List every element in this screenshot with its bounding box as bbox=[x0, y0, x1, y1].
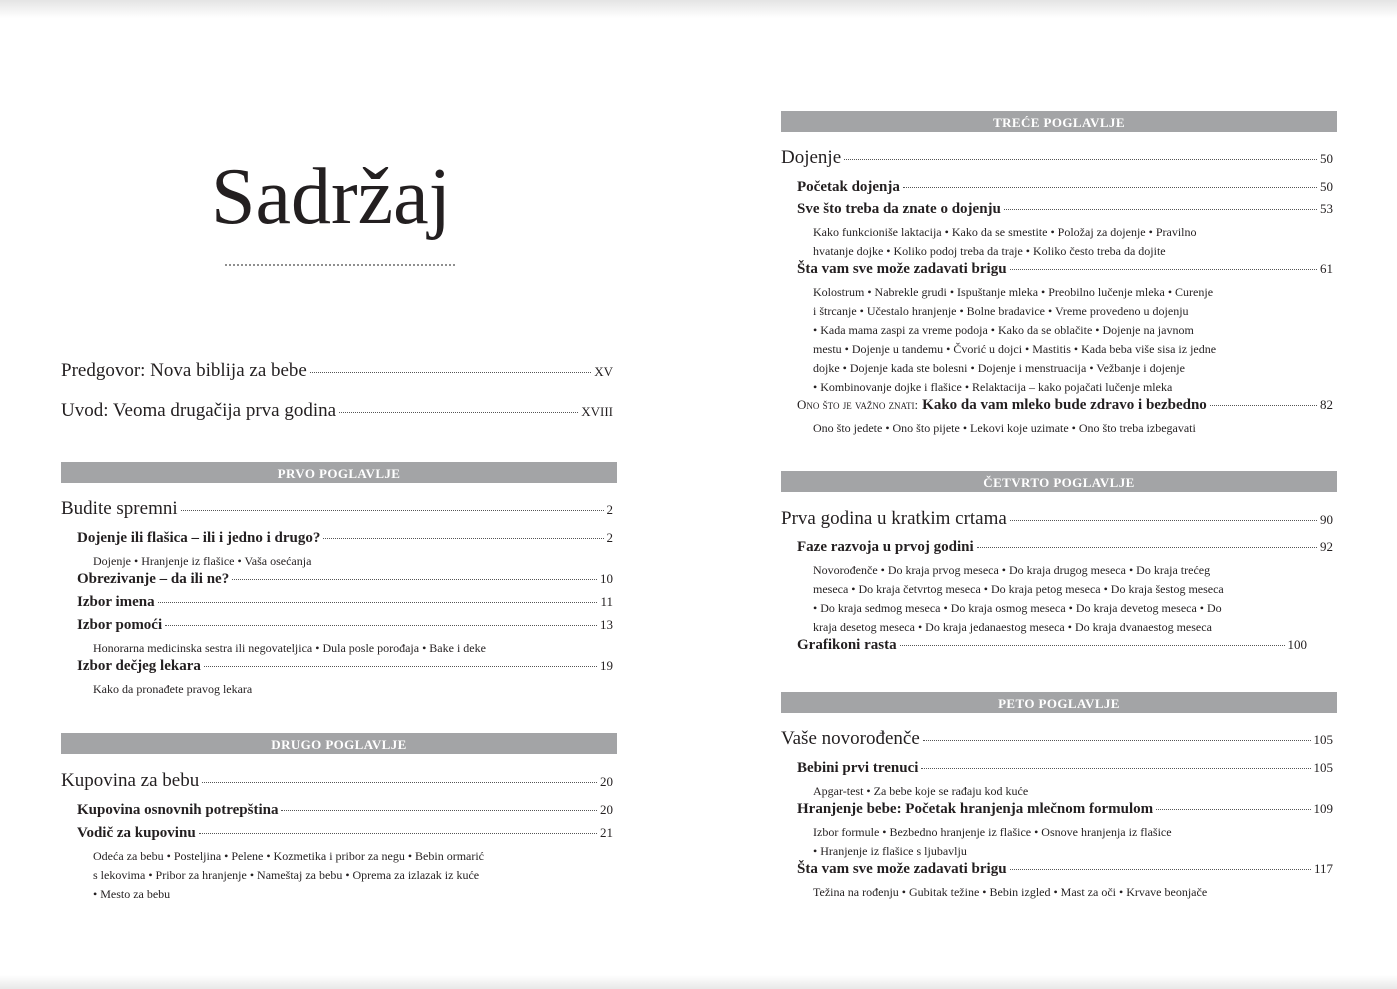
section-topics: Novorođenče • Do kraja prvog meseca • Do kraja drugog meseca • Do kraja trećeg meseca • Do kraja četvrtog meseca • Do kraja petog meseca • Do kraja šestog meseca • Do kraja sedmog meseca • Do kraja osmog meseca • Do kraja devetog meseca • Do kraja desetog meseca • Do kraja jedanaestog meseca • Do kraja dvanaestog meseca bbox=[813, 563, 1224, 634]
section-title-text: Kako da vam mleko bude zdravo i bezbedno bbox=[922, 397, 1207, 413]
toc-section[interactable] bbox=[77, 658, 613, 680]
section-title: Šta vam sve može zadavati brigu bbox=[797, 261, 1007, 277]
toc-section[interactable] bbox=[797, 760, 1333, 782]
leader-dots bbox=[1156, 809, 1310, 810]
section-topics: Kako funkcioniše laktacija • Kako da se smestite • Položaj za dojenje • Pravilno hvatanje dojke • Koliko podoj treba da traje • Koliko često treba da dojite bbox=[813, 225, 1197, 258]
section-topics: Ono što jedete • Ono što pijete • Lekovi koje uzimate • Ono što treba izbegavati bbox=[813, 421, 1196, 435]
front-matter bbox=[61, 360, 613, 440]
toc-section[interactable] bbox=[77, 594, 613, 617]
toc-section[interactable] bbox=[797, 637, 1333, 659]
toc-section[interactable] bbox=[77, 530, 613, 552]
leader-dots bbox=[844, 159, 1317, 160]
leader-dots bbox=[1010, 869, 1311, 870]
section-title: Izbor imena bbox=[77, 594, 155, 610]
section-title: Bebini prvi trenuci bbox=[797, 760, 919, 776]
toc-section[interactable] bbox=[797, 179, 1333, 201]
chapter-1 bbox=[61, 462, 617, 699]
entry-title: Dojenje bbox=[781, 147, 842, 168]
leader-dots bbox=[165, 625, 597, 626]
leader-dots bbox=[158, 602, 598, 603]
leader-dots bbox=[1010, 269, 1317, 270]
leader-dots bbox=[339, 412, 578, 413]
page-number: 19 bbox=[600, 658, 613, 673]
leader-dots bbox=[202, 782, 597, 783]
page-number: 20 bbox=[600, 774, 613, 789]
toc-entry[interactable] bbox=[61, 770, 613, 802]
page-number: 11 bbox=[600, 594, 613, 609]
toc-entry[interactable] bbox=[61, 498, 613, 530]
section-title: Izbor pomoći bbox=[77, 617, 163, 633]
section-topics: Dojenje • Hranjenje iz flašice • Vaša osećanja bbox=[93, 554, 312, 568]
chapter-header: DRUGO POGLAVLJE bbox=[61, 733, 617, 754]
section-topics: Kolostrum • Nabrekle grudi • Ispuštanje mleka • Preobilno lučenje mleka • Curenje i štrcanje • Učestalo hranjenje • Bolne bradavice • Vreme provedeno u dojenju • Kada mama zaspi za vreme podoja • Kako da se oblačite • Dojenje na javnom mestu • Dojenje u tandemu • Čvorić u dojci • Mastitis • Kada beba više sisa iz jedne dojke • Dojenje kada ste bolesni • Dojenje i menstruacija • Vežbanje i dojenje • Kombinovanje dojke i flašice • Relaktacija – kako pojačati lučenje mleka bbox=[813, 285, 1217, 394]
toc-section[interactable] bbox=[77, 617, 613, 639]
page-title: Sadržaj bbox=[211, 153, 451, 241]
leader-dots bbox=[323, 538, 603, 539]
page-shadow-bottom bbox=[0, 975, 1397, 989]
leader-dots bbox=[204, 666, 597, 667]
page-shadow-top bbox=[0, 0, 1397, 18]
leader-dots bbox=[923, 740, 1311, 741]
page-number: 10 bbox=[600, 571, 613, 586]
note-label: Ono što je važno znati: bbox=[797, 397, 919, 412]
leader-dots bbox=[181, 510, 604, 511]
section-title: Obrezivanje – da ili ne? bbox=[77, 571, 230, 587]
section-topics: Honorarna medicinska sestra ili negovateljica • Dula posle porođaja • Bake i deke bbox=[93, 641, 486, 655]
page-number: 105 bbox=[1313, 760, 1333, 775]
section-topics: Težina na rođenju • Gubitak težine • Bebin izgled • Mast za oči • Krvave beonjače bbox=[813, 885, 1208, 899]
entry-title: Kupovina za bebu bbox=[61, 770, 200, 791]
toc-section[interactable] bbox=[77, 571, 613, 594]
page-number: 20 bbox=[600, 802, 613, 817]
page-number: 109 bbox=[1313, 801, 1333, 816]
chapter-4 bbox=[781, 471, 1337, 659]
section-title: Izbor dečjeg lekara bbox=[77, 658, 201, 674]
leader-dots bbox=[310, 372, 591, 373]
section-title: Šta vam sve može zadavati brigu bbox=[797, 861, 1007, 877]
toc-entry[interactable] bbox=[781, 508, 1333, 539]
leader-dots bbox=[199, 833, 597, 834]
page-number: XVIII bbox=[581, 404, 613, 419]
entry-title: Predgovor: Nova biblija za bebe bbox=[61, 360, 307, 381]
section-title: Kupovina osnovnih potrepština bbox=[77, 802, 279, 818]
section-topics: Apgar-test • Za bebe koje se rađaju kod kuće bbox=[813, 784, 1029, 798]
section-title: Sve što treba da znate o dojenju bbox=[797, 201, 1001, 217]
toc-entry[interactable] bbox=[781, 147, 1333, 179]
toc-section[interactable] bbox=[77, 802, 613, 825]
page-number: 92 bbox=[1320, 539, 1333, 554]
entry-title: Prva godina u kratkim crtama bbox=[781, 508, 1007, 529]
page-number: 21 bbox=[600, 825, 613, 840]
section-topics: Odeća za bebu • Posteljina • Pelene • Kozmetika i pribor za negu • Bebin ormarić s lekovima • Pribor za hranjenje • Nameštaj za bebu • Oprema za izlazak iz kuće • Mesto za bebu bbox=[93, 849, 485, 901]
toc-section[interactable] bbox=[797, 539, 1333, 561]
page-number: 105 bbox=[1313, 732, 1333, 747]
leader-dots bbox=[1004, 209, 1317, 210]
page-number: 2 bbox=[606, 530, 613, 545]
leader-dots bbox=[900, 645, 1285, 646]
page-number: XV bbox=[594, 364, 613, 379]
section-title: Hranjenje bebe: Početak hranjenja mlečnom formulom bbox=[797, 801, 1154, 817]
page-number: 50 bbox=[1320, 151, 1333, 166]
toc-section[interactable] bbox=[797, 201, 1333, 223]
section-title: Faze razvoja u prvoj godini bbox=[797, 539, 974, 555]
section-topics: Izbor formule • Bezbedno hranjenje iz flašice • Osnove hranjenja iz flašice • Hranjenje iz flašice s ljubavlju bbox=[813, 825, 1172, 858]
page-number: 82 bbox=[1320, 397, 1333, 412]
toc-entry[interactable] bbox=[61, 360, 613, 400]
section-title: Dojenje ili flašica – ili i jedno i drugo? bbox=[77, 530, 321, 546]
toc-section[interactable] bbox=[77, 825, 613, 847]
toc-entry[interactable] bbox=[781, 728, 1333, 760]
page-number: 100 bbox=[1287, 637, 1307, 652]
entry-title: Budite spremni bbox=[61, 498, 178, 519]
section-title bbox=[797, 397, 1207, 414]
page-number: 61 bbox=[1320, 261, 1333, 276]
toc-section[interactable] bbox=[797, 801, 1333, 823]
entry-title: Uvod: Veoma drugačija prva godina bbox=[61, 400, 337, 421]
page-number: 117 bbox=[1313, 861, 1333, 876]
section-title: Grafikoni rasta bbox=[797, 637, 897, 653]
title-divider bbox=[225, 252, 455, 266]
chapter-header: TREĆE POGLAVLJE bbox=[781, 111, 1337, 132]
chapter-5 bbox=[781, 692, 1337, 902]
page-number: 2 bbox=[606, 502, 613, 517]
page-number: 50 bbox=[1320, 179, 1333, 194]
page-number: 90 bbox=[1320, 512, 1333, 527]
leader-dots bbox=[1210, 405, 1317, 406]
section-topics: Kako da pronađete pravog lekara bbox=[93, 682, 253, 696]
section-title: Vodič za kupovinu bbox=[77, 825, 196, 841]
chapter-2 bbox=[61, 733, 617, 904]
section-title: Početak dojenja bbox=[797, 179, 900, 195]
leader-dots bbox=[903, 187, 1317, 188]
chapter-3 bbox=[781, 111, 1337, 438]
leader-dots bbox=[1010, 520, 1317, 521]
entry-title: Vaše novorođenče bbox=[781, 728, 920, 749]
toc-section[interactable] bbox=[797, 861, 1333, 883]
chapter-header: PRVO POGLAVLJE bbox=[61, 462, 617, 483]
leader-dots bbox=[232, 579, 597, 580]
leader-dots bbox=[977, 547, 1317, 548]
leader-dots bbox=[921, 768, 1310, 769]
page-number: 13 bbox=[600, 617, 613, 632]
chapter-header: PETO POGLAVLJE bbox=[781, 692, 1337, 713]
leader-dots bbox=[281, 810, 597, 811]
toc-entry[interactable] bbox=[61, 400, 613, 440]
toc-section[interactable] bbox=[797, 261, 1333, 283]
toc-section[interactable] bbox=[797, 397, 1333, 419]
page-number: 53 bbox=[1320, 201, 1333, 216]
chapter-header: ČETVRTO POGLAVLJE bbox=[781, 471, 1337, 492]
